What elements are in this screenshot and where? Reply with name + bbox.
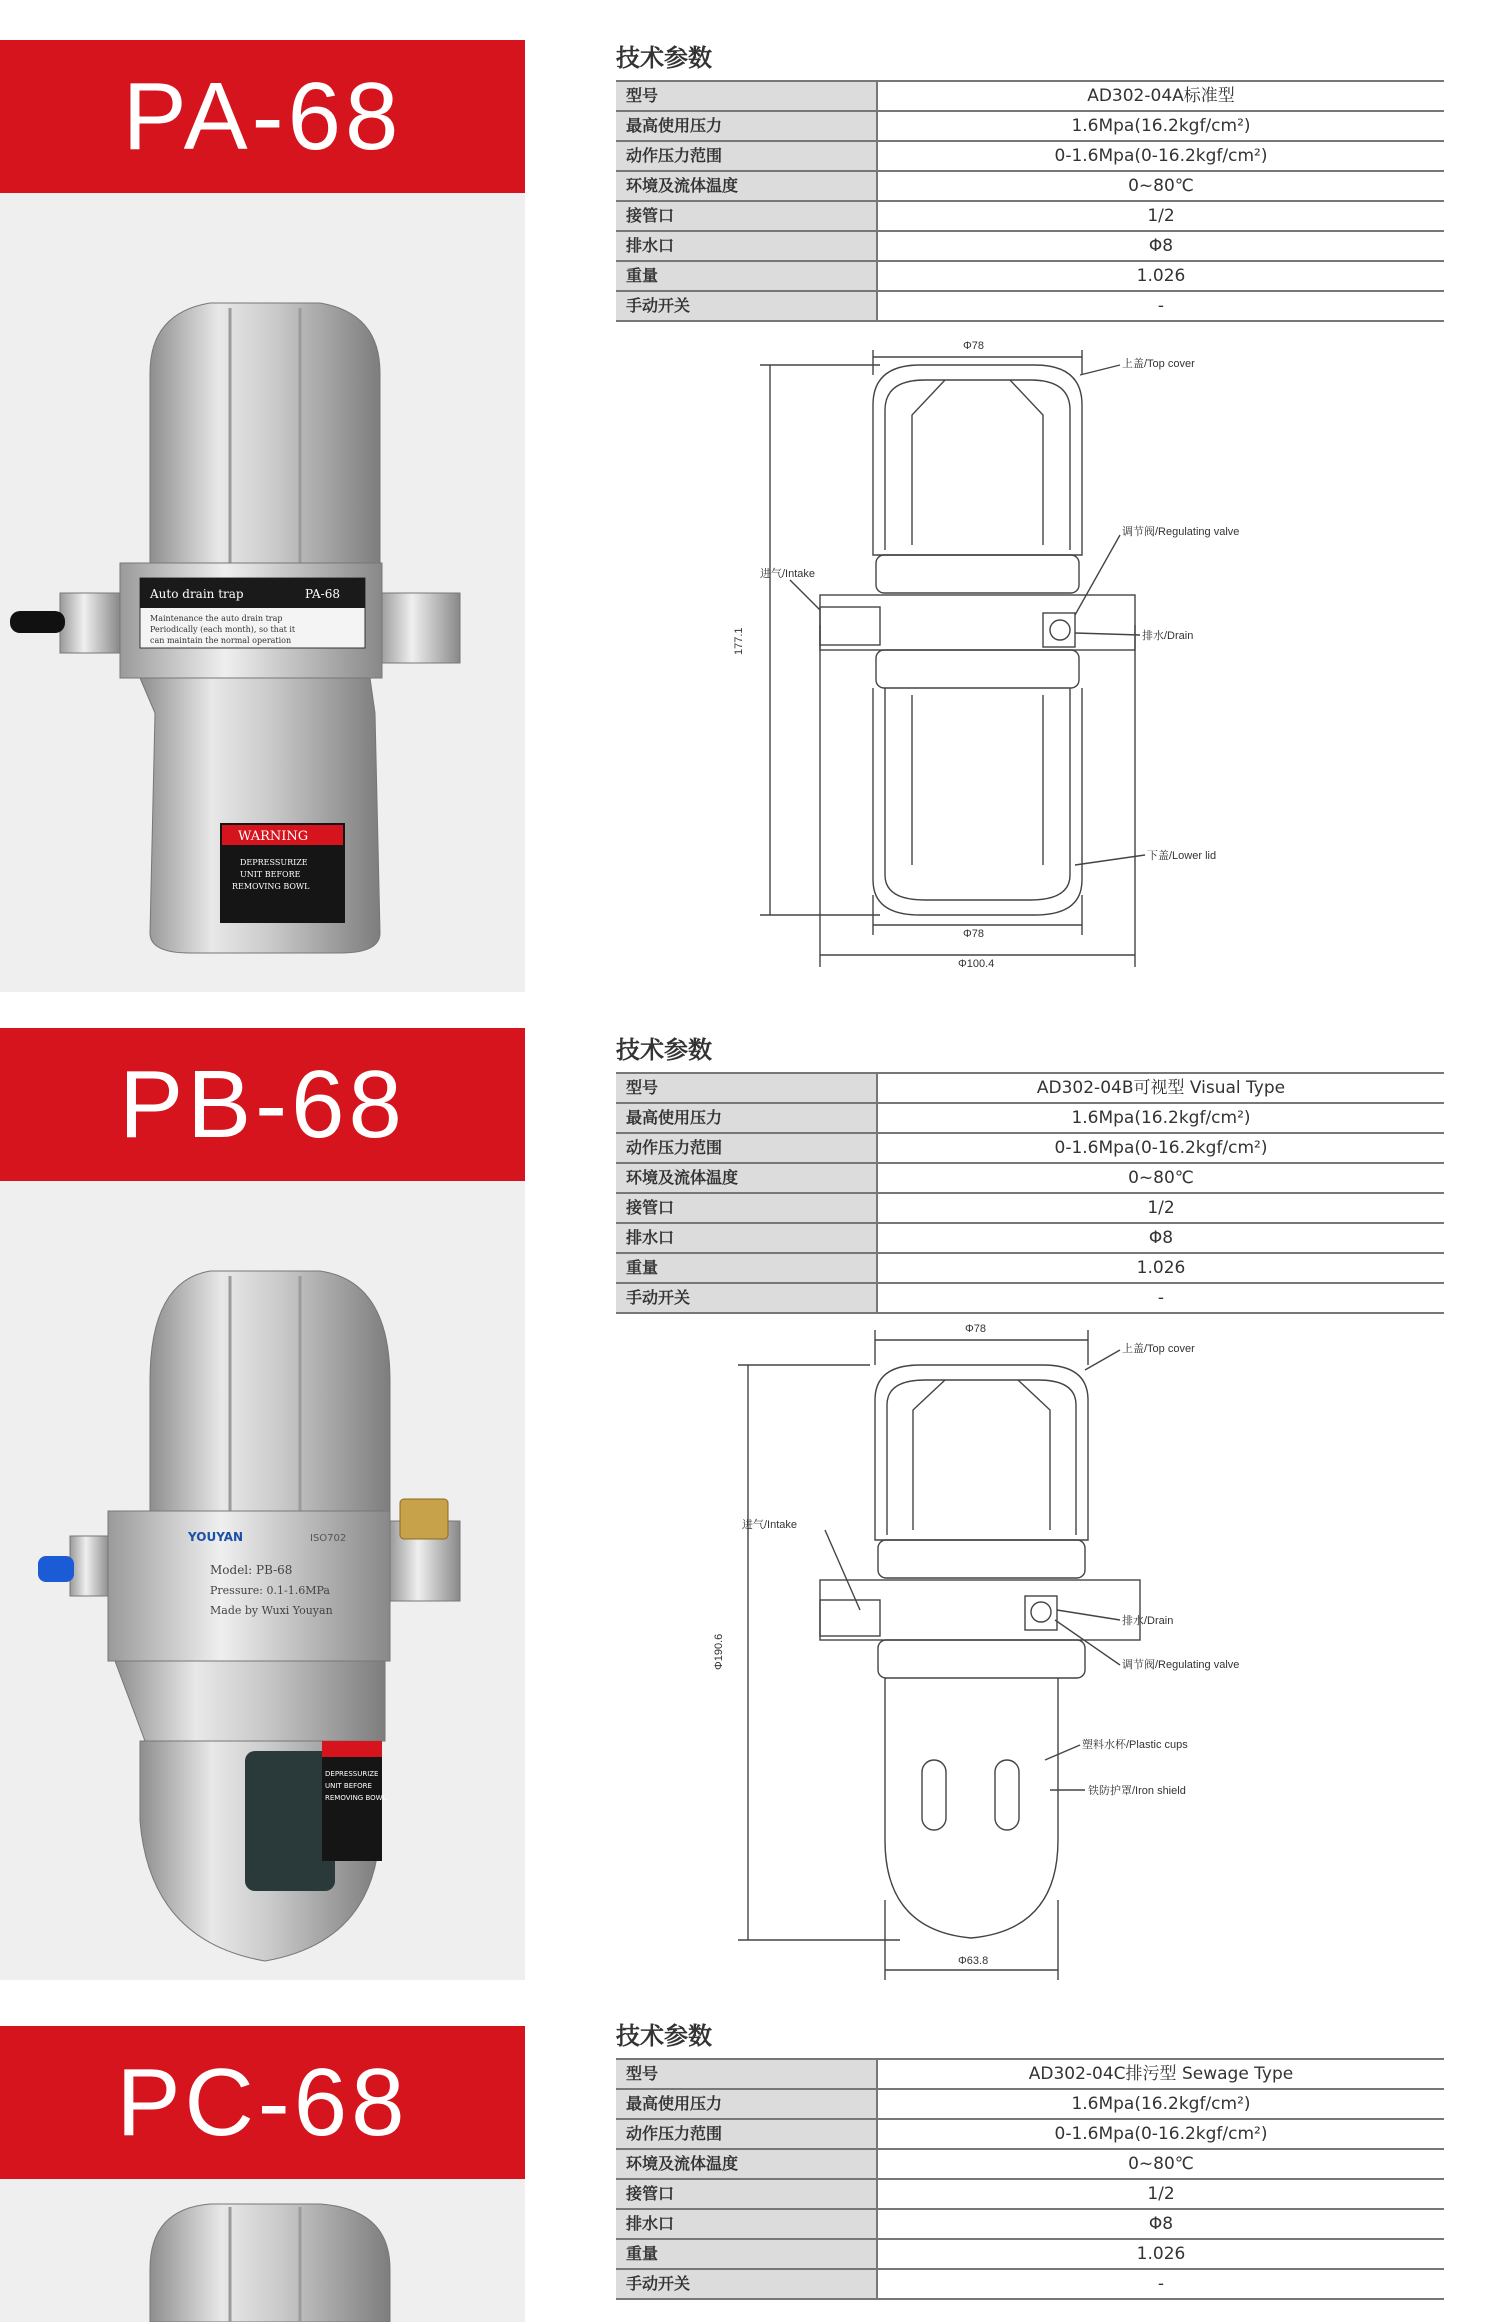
- product-section-pc68: [0, 2000, 1500, 2322]
- drain-trap-photo: [0, 2179, 525, 2322]
- model-banner: PC-68: [0, 2026, 525, 2179]
- svg-text:Φ63.8: Φ63.8: [958, 1955, 989, 1967]
- spec-title: 技术参数: [616, 1036, 712, 1064]
- spec-table: [616, 80, 1444, 322]
- svg-text:REMOVING BOWL: REMOVING BOWL: [325, 1794, 387, 1802]
- spec-row-drain: 排水口 Φ8: [616, 232, 1444, 262]
- spec-row-weight: 重量 1.026: [616, 1254, 1444, 1284]
- svg-text:UNIT BEFORE: UNIT BEFORE: [240, 870, 301, 879]
- product-section-pa68: [0, 0, 1500, 1000]
- product-photo-panel: [0, 1028, 525, 1980]
- spec-row-max-pressure: 最高使用压力 1.6Mpa(16.2kgf/cm²): [616, 2090, 1444, 2120]
- spec-row-manual-switch: 手动开关 -: [616, 292, 1444, 322]
- spec-row-temperature: 环境及流体温度 0~80℃: [616, 2150, 1444, 2180]
- spec-row-connection: 接管口 1/2: [616, 2180, 1444, 2210]
- technical-drawing-pb68: [700, 1320, 1340, 1980]
- svg-text:Φ100.4: Φ100.4: [958, 958, 995, 970]
- svg-text:排水/Drain: 排水/Drain: [1122, 1615, 1174, 1627]
- spec-row-connection: 接管口 1/2: [616, 1194, 1444, 1224]
- warning-title: WARNING: [238, 829, 309, 844]
- svg-text:进气/Intake: 进气/Intake: [742, 1519, 798, 1531]
- svg-text:177.1: 177.1: [733, 627, 745, 655]
- svg-text:下盖/Lower lid: 下盖/Lower lid: [1147, 850, 1217, 862]
- svg-text:上盖/Top cover: 上盖/Top cover: [1122, 1343, 1195, 1355]
- spec-row-manual-switch: 手动开关 -: [616, 1284, 1444, 1314]
- spec-row-model: 型号 AD302-04B可视型 Visual Type: [616, 1074, 1444, 1104]
- svg-text:Φ78: Φ78: [963, 340, 985, 352]
- model-banner: PB-68: [0, 1028, 525, 1181]
- label-model: PA-68: [305, 587, 340, 601]
- product-section-pb68: [0, 1000, 1500, 2000]
- spec-table: [616, 1072, 1444, 1314]
- svg-text:上盖/Top cover: 上盖/Top cover: [1122, 358, 1195, 370]
- spec-row-model: 型号 AD302-04C排污型 Sewage Type: [616, 2060, 1444, 2090]
- model-banner: PA-68: [0, 40, 525, 193]
- svg-text:can maintain the normal operat: can maintain the normal operation: [150, 636, 292, 645]
- svg-text:DEPRESSURIZE: DEPRESSURIZE: [240, 858, 308, 867]
- spec-row-weight: 重量 1.026: [616, 2240, 1444, 2270]
- spec-row-model: 型号 AD302-04A标准型: [616, 82, 1444, 112]
- svg-text:REMOVING BOWL: REMOVING BOWL: [232, 882, 310, 891]
- spec-row-drain: 排水口 Φ8: [616, 1224, 1444, 1254]
- drain-trap-photo: [0, 1181, 525, 1980]
- spec-row-connection: 接管口 1/2: [616, 202, 1444, 232]
- svg-text:Pressure: 0.1-1.6MPa: Pressure: 0.1-1.6MPa: [210, 1584, 330, 1597]
- svg-text:DEPRESSURIZE: DEPRESSURIZE: [325, 1770, 379, 1778]
- spec-table: [616, 2058, 1444, 2300]
- svg-text:进气/Intake: 进气/Intake: [760, 568, 816, 580]
- spec-row-temperature: 环境及流体温度 0~80℃: [616, 172, 1444, 202]
- spec-row-pressure-range: 动作压力范围 0-1.6Mpa(0-16.2kgf/cm²): [616, 1134, 1444, 1164]
- drain-trap-photo: [0, 193, 525, 992]
- spec-row-max-pressure: 最高使用压力 1.6Mpa(16.2kgf/cm²): [616, 112, 1444, 142]
- svg-text:Φ78: Φ78: [963, 928, 985, 940]
- spec-title: 技术参数: [616, 2022, 712, 2050]
- spec-row-pressure-range: 动作压力范围 0-1.6Mpa(0-16.2kgf/cm²): [616, 142, 1444, 172]
- product-photo-panel: [0, 2026, 525, 2322]
- spec-row-max-pressure: 最高使用压力 1.6Mpa(16.2kgf/cm²): [616, 1104, 1444, 1134]
- spec-row-temperature: 环境及流体温度 0~80℃: [616, 1164, 1444, 1194]
- svg-text:YOUYAN: YOUYAN: [188, 1530, 244, 1544]
- svg-text:铁防护罩/Iron shield: 铁防护罩/Iron shield: [1088, 1785, 1186, 1797]
- svg-text:Model: PB-68: Model: PB-68: [210, 1563, 293, 1577]
- svg-text:ISO702: ISO702: [310, 1533, 347, 1544]
- svg-text:Periodically (each month), so: Periodically (each month), so that it: [150, 625, 296, 634]
- svg-text:Maintenance the auto drain tra: Maintenance the auto drain trap: [150, 614, 283, 623]
- svg-text:塑料水杯/Plastic cups: 塑料水杯/Plastic cups: [1082, 1739, 1188, 1751]
- spec-row-drain: 排水口 Φ8: [616, 2210, 1444, 2240]
- svg-text:Φ190.6: Φ190.6: [713, 1633, 725, 1670]
- svg-text:排水/Drain: 排水/Drain: [1142, 630, 1194, 642]
- product-photo-panel: [0, 40, 525, 992]
- svg-text:Made by Wuxi Youyan: Made by Wuxi Youyan: [210, 1604, 333, 1617]
- spec-row-weight: 重量 1.026: [616, 262, 1444, 292]
- svg-text:UNIT BEFORE: UNIT BEFORE: [325, 1782, 372, 1790]
- label-title: Auto drain trap: [150, 587, 244, 601]
- spec-title: 技术参数: [616, 44, 712, 72]
- svg-text:调节阀/Regulating valve: 调节阀/Regulating valve: [1122, 1659, 1240, 1671]
- technical-drawing-pa68: [720, 335, 1340, 975]
- svg-text:调节阀/Regulating valve: 调节阀/Regulating valve: [1122, 526, 1240, 538]
- spec-row-pressure-range: 动作压力范围 0-1.6Mpa(0-16.2kgf/cm²): [616, 2120, 1444, 2150]
- svg-text:Φ78: Φ78: [965, 1323, 987, 1335]
- spec-row-manual-switch: 手动开关 -: [616, 2270, 1444, 2300]
